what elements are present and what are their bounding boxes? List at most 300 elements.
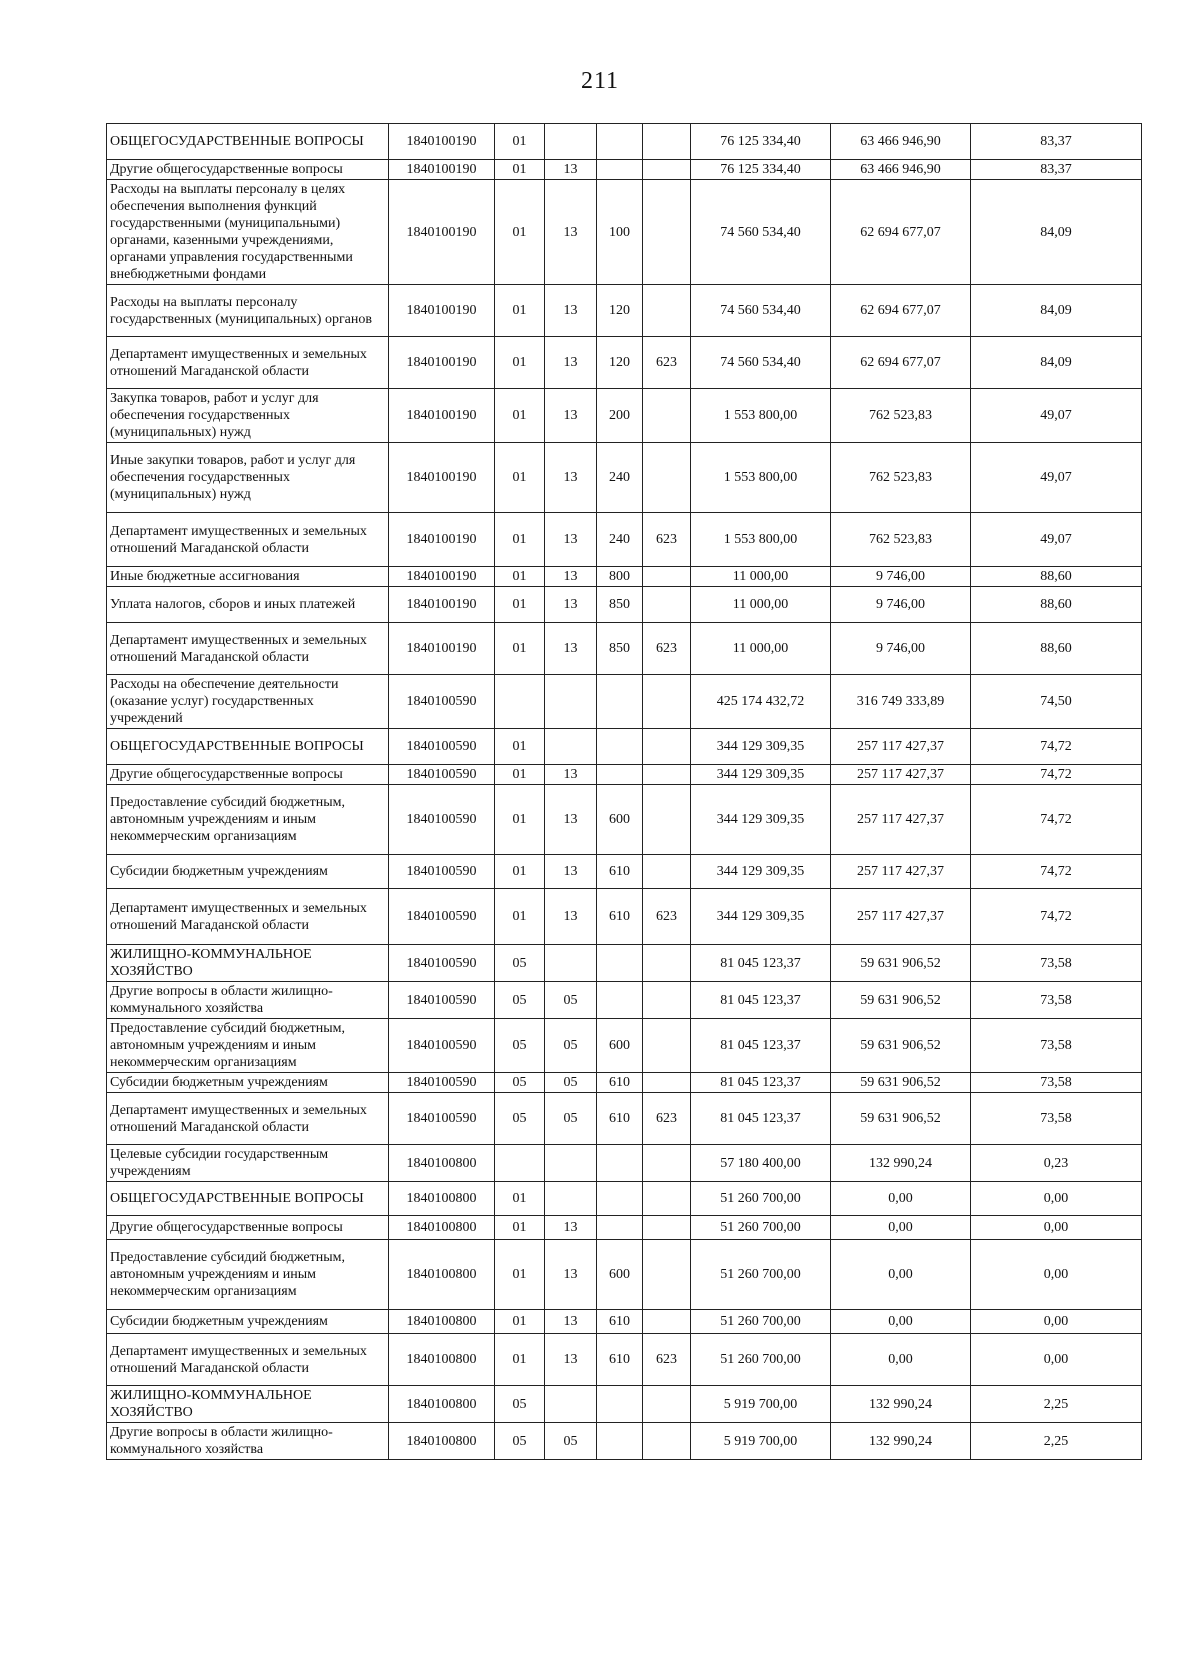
row-name: ЖИЛИЩНО-КОММУНАЛЬНОЕ ХОЗЯЙСТВО [107,1386,389,1423]
execution-percent: 74,72 [971,765,1142,785]
table-row [107,160,1142,180]
execution-percent: 0,00 [971,1240,1142,1310]
execution-percent: 73,58 [971,1073,1142,1093]
section-code: 01 [495,160,545,180]
plan-amount: 51 260 700,00 [691,1216,831,1240]
target-code: 1840100590 [389,945,495,982]
ministry-code [643,1182,691,1216]
row-name: ЖИЛИЩНО-КОММУНАЛЬНОЕ ХОЗЯЙСТВО [107,945,389,982]
execution-percent: 84,09 [971,337,1142,389]
execution-percent: 88,60 [971,587,1142,623]
expense-type-code [597,1182,643,1216]
plan-amount: 425 174 432,72 [691,675,831,729]
subsection-code: 05 [545,1019,597,1073]
plan-amount: 74 560 534,40 [691,180,831,285]
table-row [107,513,1142,567]
plan-amount: 81 045 123,37 [691,945,831,982]
subsection-code [545,1386,597,1423]
target-code: 1840100590 [389,855,495,889]
ministry-code [643,1240,691,1310]
row-name: Иные закупки товаров, работ и услуг для обеспечения государственных (муниципальных) нужд [107,443,389,513]
expense-type-code [597,124,643,160]
execution-percent: 88,60 [971,567,1142,587]
actual-amount: 62 694 677,07 [831,180,971,285]
plan-amount: 1 553 800,00 [691,513,831,567]
row-name: Субсидии бюджетным учреждениям [107,1310,389,1334]
execution-percent: 74,72 [971,889,1142,945]
actual-amount: 762 523,83 [831,443,971,513]
ministry-code: 623 [643,1093,691,1145]
target-code: 1840100800 [389,1423,495,1460]
actual-amount: 762 523,83 [831,513,971,567]
target-code: 1840100590 [389,1093,495,1145]
actual-amount: 63 466 946,90 [831,160,971,180]
subsection-code [545,675,597,729]
plan-amount: 81 045 123,37 [691,1019,831,1073]
section-code: 01 [495,765,545,785]
section-code: 01 [495,443,545,513]
row-name: Другие общегосударственные вопросы [107,1216,389,1240]
section-code: 01 [495,1310,545,1334]
expense-type-code: 600 [597,1240,643,1310]
section-code: 01 [495,785,545,855]
row-name: Иные бюджетные ассигнования [107,567,389,587]
row-name: Другие вопросы в области жилищно-коммунального хозяйства [107,1423,389,1460]
ministry-code [643,1216,691,1240]
subsection-code: 05 [545,982,597,1019]
subsection-code: 13 [545,337,597,389]
ministry-code [643,765,691,785]
subsection-code: 13 [545,285,597,337]
section-code: 05 [495,1093,545,1145]
table-row [107,1386,1142,1423]
ministry-code [643,945,691,982]
row-name: ОБЩЕГОСУДАРСТВЕННЫЕ ВОПРОСЫ [107,1182,389,1216]
expense-type-code [597,1216,643,1240]
actual-amount: 63 466 946,90 [831,124,971,160]
target-code: 1840100190 [389,513,495,567]
row-name: ОБЩЕГОСУДАРСТВЕННЫЕ ВОПРОСЫ [107,124,389,160]
execution-percent: 88,60 [971,623,1142,675]
subsection-code: 13 [545,889,597,945]
actual-amount: 62 694 677,07 [831,285,971,337]
execution-percent: 73,58 [971,945,1142,982]
ministry-code [643,1423,691,1460]
expense-type-code [597,729,643,765]
execution-percent: 73,58 [971,1093,1142,1145]
execution-percent: 0,00 [971,1216,1142,1240]
execution-percent: 74,50 [971,675,1142,729]
target-code: 1840100190 [389,443,495,513]
ministry-code [643,587,691,623]
table-row [107,389,1142,443]
row-name: ОБЩЕГОСУДАРСТВЕННЫЕ ВОПРОСЫ [107,729,389,765]
execution-percent: 0,00 [971,1310,1142,1334]
actual-amount: 132 990,24 [831,1145,971,1182]
row-name: Другие общегосударственные вопросы [107,765,389,785]
expense-type-code: 600 [597,785,643,855]
expense-type-code: 100 [597,180,643,285]
target-code: 1840100590 [389,1073,495,1093]
table-row [107,124,1142,160]
row-name: Закупка товаров, работ и услуг для обеспечения государственных (муниципальных) нужд [107,389,389,443]
ministry-code [643,785,691,855]
section-code: 01 [495,623,545,675]
plan-amount: 51 260 700,00 [691,1334,831,1386]
actual-amount: 762 523,83 [831,389,971,443]
actual-amount: 257 117 427,37 [831,889,971,945]
execution-percent: 49,07 [971,513,1142,567]
execution-percent: 73,58 [971,982,1142,1019]
subsection-code: 13 [545,513,597,567]
target-code: 1840100190 [389,567,495,587]
subsection-code: 13 [545,1310,597,1334]
section-code: 01 [495,389,545,443]
expense-type-code: 120 [597,285,643,337]
ministry-code [643,124,691,160]
subsection-code: 13 [545,389,597,443]
target-code: 1840100190 [389,337,495,389]
actual-amount: 0,00 [831,1216,971,1240]
subsection-code: 13 [545,567,597,587]
table-row [107,1216,1142,1240]
table-row [107,1240,1142,1310]
section-code: 05 [495,945,545,982]
target-code: 1840100590 [389,982,495,1019]
ministry-code: 623 [643,889,691,945]
ministry-code: 623 [643,623,691,675]
plan-amount: 76 125 334,40 [691,124,831,160]
subsection-code: 13 [545,765,597,785]
ministry-code [643,1019,691,1073]
execution-percent: 0,23 [971,1145,1142,1182]
ministry-code [643,855,691,889]
budget-table [106,123,1142,1460]
execution-percent: 0,00 [971,1334,1142,1386]
table-row [107,729,1142,765]
ministry-code: 623 [643,1334,691,1386]
target-code: 1840100800 [389,1216,495,1240]
expense-type-code [597,945,643,982]
row-name: Предоставление субсидий бюджетным, автономным учреждениям и иным некоммерческим организациям [107,785,389,855]
actual-amount: 9 746,00 [831,623,971,675]
plan-amount: 76 125 334,40 [691,160,831,180]
execution-percent: 74,72 [971,729,1142,765]
expense-type-code: 850 [597,587,643,623]
expense-type-code [597,160,643,180]
actual-amount: 0,00 [831,1334,971,1386]
section-code: 01 [495,1334,545,1386]
target-code: 1840100190 [389,587,495,623]
plan-amount: 344 129 309,35 [691,729,831,765]
execution-percent: 84,09 [971,180,1142,285]
table-row [107,623,1142,675]
target-code: 1840100590 [389,675,495,729]
ministry-code [643,729,691,765]
ministry-code [643,1386,691,1423]
subsection-code: 13 [545,855,597,889]
target-code: 1840100190 [389,180,495,285]
execution-percent: 2,25 [971,1386,1142,1423]
expense-type-code: 610 [597,1334,643,1386]
subsection-code: 13 [545,1240,597,1310]
target-code: 1840100800 [389,1310,495,1334]
row-name: Другие вопросы в области жилищно-коммунального хозяйства [107,982,389,1019]
target-code: 1840100190 [389,389,495,443]
target-code: 1840100190 [389,160,495,180]
expense-type-code: 610 [597,1073,643,1093]
plan-amount: 5 919 700,00 [691,1423,831,1460]
plan-amount: 81 045 123,37 [691,982,831,1019]
row-name: Предоставление субсидий бюджетным, автономным учреждениям и иным некоммерческим организациям [107,1019,389,1073]
ministry-code: 623 [643,337,691,389]
expense-type-code [597,1423,643,1460]
plan-amount: 344 129 309,35 [691,785,831,855]
ministry-code: 623 [643,513,691,567]
table-row [107,285,1142,337]
target-code: 1840100590 [389,889,495,945]
ministry-code [643,443,691,513]
target-code: 1840100800 [389,1240,495,1310]
plan-amount: 11 000,00 [691,587,831,623]
actual-amount: 9 746,00 [831,567,971,587]
table-row [107,1019,1142,1073]
plan-amount: 11 000,00 [691,623,831,675]
subsection-code [545,1182,597,1216]
row-name: Целевые субсидии государственным учреждениям [107,1145,389,1182]
plan-amount: 74 560 534,40 [691,337,831,389]
expense-type-code: 240 [597,513,643,567]
row-name: Расходы на обеспечение деятельности (оказание услуг) государственных учреждений [107,675,389,729]
actual-amount: 132 990,24 [831,1423,971,1460]
execution-percent: 0,00 [971,1182,1142,1216]
ministry-code [643,982,691,1019]
actual-amount: 0,00 [831,1310,971,1334]
ministry-code [643,1073,691,1093]
section-code [495,1145,545,1182]
section-code: 01 [495,124,545,160]
subsection-code: 13 [545,180,597,285]
expense-type-code: 610 [597,889,643,945]
row-name: Департамент имущественных и земельных отношений Магаданской области [107,623,389,675]
section-code: 01 [495,1182,545,1216]
subsection-code [545,945,597,982]
table-row [107,1182,1142,1216]
ministry-code [643,285,691,337]
subsection-code: 13 [545,1216,597,1240]
plan-amount: 51 260 700,00 [691,1240,831,1310]
target-code: 1840100190 [389,124,495,160]
row-name: Субсидии бюджетным учреждениям [107,1073,389,1093]
row-name: Предоставление субсидий бюджетным, автономным учреждениям и иным некоммерческим организациям [107,1240,389,1310]
section-code: 05 [495,1386,545,1423]
target-code: 1840100590 [389,765,495,785]
actual-amount: 59 631 906,52 [831,982,971,1019]
row-name: Департамент имущественных и земельных отношений Магаданской области [107,337,389,389]
table-row [107,1334,1142,1386]
plan-amount: 5 919 700,00 [691,1386,831,1423]
ministry-code [643,567,691,587]
actual-amount: 257 117 427,37 [831,855,971,889]
target-code: 1840100800 [389,1334,495,1386]
target-code: 1840100190 [389,285,495,337]
expense-type-code [597,1386,643,1423]
row-name: Расходы на выплаты персоналу государственных (муниципальных) органов [107,285,389,337]
actual-amount: 59 631 906,52 [831,1073,971,1093]
row-name: Субсидии бюджетным учреждениям [107,855,389,889]
section-code [495,675,545,729]
expense-type-code: 610 [597,1093,643,1145]
plan-amount: 51 260 700,00 [691,1182,831,1216]
section-code: 01 [495,513,545,567]
plan-amount: 1 553 800,00 [691,443,831,513]
row-name: Уплата налогов, сборов и иных платежей [107,587,389,623]
expense-type-code: 240 [597,443,643,513]
subsection-code: 13 [545,587,597,623]
subsection-code: 13 [545,785,597,855]
expense-type-code [597,982,643,1019]
actual-amount: 132 990,24 [831,1386,971,1423]
subsection-code: 13 [545,623,597,675]
plan-amount: 81 045 123,37 [691,1073,831,1093]
actual-amount: 59 631 906,52 [831,1093,971,1145]
expense-type-code: 600 [597,1019,643,1073]
table-row [107,567,1142,587]
subsection-code: 05 [545,1423,597,1460]
expense-type-code: 120 [597,337,643,389]
plan-amount: 1 553 800,00 [691,389,831,443]
ministry-code [643,389,691,443]
table-row [107,180,1142,285]
plan-amount: 51 260 700,00 [691,1310,831,1334]
actual-amount: 0,00 [831,1240,971,1310]
expense-type-code: 800 [597,567,643,587]
section-code: 05 [495,1073,545,1093]
execution-percent: 84,09 [971,285,1142,337]
section-code: 01 [495,729,545,765]
row-name: Департамент имущественных и земельных отношений Магаданской области [107,1334,389,1386]
expense-type-code [597,1145,643,1182]
table-row [107,443,1142,513]
plan-amount: 74 560 534,40 [691,285,831,337]
section-code: 01 [495,1216,545,1240]
execution-percent: 49,07 [971,389,1142,443]
table-row [107,982,1142,1019]
subsection-code [545,1145,597,1182]
section-code: 05 [495,1019,545,1073]
plan-amount: 344 129 309,35 [691,855,831,889]
table-row [107,785,1142,855]
section-code: 01 [495,180,545,285]
actual-amount: 0,00 [831,1182,971,1216]
expense-type-code: 200 [597,389,643,443]
ministry-code [643,675,691,729]
row-name: Департамент имущественных и земельных отношений Магаданской области [107,889,389,945]
plan-amount: 344 129 309,35 [691,889,831,945]
target-code: 1840100190 [389,623,495,675]
row-name: Департамент имущественных и земельных отношений Магаданской области [107,513,389,567]
actual-amount: 9 746,00 [831,587,971,623]
table-row [107,587,1142,623]
row-name: Департамент имущественных и земельных отношений Магаданской области [107,1093,389,1145]
ministry-code [643,160,691,180]
section-code: 01 [495,1240,545,1310]
table-body [107,124,1142,1460]
execution-percent: 83,37 [971,160,1142,180]
subsection-code: 13 [545,443,597,513]
ministry-code [643,1145,691,1182]
expense-type-code: 850 [597,623,643,675]
table-row [107,1073,1142,1093]
execution-percent: 73,58 [971,1019,1142,1073]
section-code: 01 [495,337,545,389]
execution-percent: 74,72 [971,785,1142,855]
subsection-code: 13 [545,160,597,180]
table-row [107,675,1142,729]
target-code: 1840100800 [389,1145,495,1182]
actual-amount: 257 117 427,37 [831,765,971,785]
row-name: Другие общегосударственные вопросы [107,160,389,180]
expense-type-code [597,765,643,785]
plan-amount: 57 180 400,00 [691,1145,831,1182]
target-code: 1840100590 [389,785,495,855]
actual-amount: 59 631 906,52 [831,1019,971,1073]
table-row [107,1310,1142,1334]
plan-amount: 344 129 309,35 [691,765,831,785]
execution-percent: 2,25 [971,1423,1142,1460]
section-code: 05 [495,982,545,1019]
table-row [107,765,1142,785]
table-row [107,855,1142,889]
plan-amount: 11 000,00 [691,567,831,587]
ministry-code [643,1310,691,1334]
section-code: 05 [495,1423,545,1460]
subsection-code: 05 [545,1093,597,1145]
table-row [107,337,1142,389]
section-code: 01 [495,587,545,623]
subsection-code: 05 [545,1073,597,1093]
actual-amount: 257 117 427,37 [831,785,971,855]
table-row [107,889,1142,945]
section-code: 01 [495,889,545,945]
table-row [107,1093,1142,1145]
expense-type-code: 610 [597,855,643,889]
plan-amount: 81 045 123,37 [691,1093,831,1145]
section-code: 01 [495,567,545,587]
execution-percent: 49,07 [971,443,1142,513]
table-row [107,1423,1142,1460]
subsection-code [545,729,597,765]
execution-percent: 83,37 [971,124,1142,160]
ministry-code [643,180,691,285]
subsection-code: 13 [545,1334,597,1386]
target-code: 1840100800 [389,1386,495,1423]
expense-type-code: 610 [597,1310,643,1334]
page-number: 211 [580,68,620,94]
expense-type-code [597,675,643,729]
execution-percent: 74,72 [971,855,1142,889]
row-name: Расходы на выплаты персоналу в целях обеспечения выполнения функций государственными (муниципальными) органами, казенными учреждениями, органами управления государственными внебюджетными фондами [107,180,389,285]
target-code: 1840100590 [389,1019,495,1073]
actual-amount: 257 117 427,37 [831,729,971,765]
target-code: 1840100590 [389,729,495,765]
actual-amount: 316 749 333,89 [831,675,971,729]
table-row [107,1145,1142,1182]
actual-amount: 59 631 906,52 [831,945,971,982]
subsection-code [545,124,597,160]
table-row [107,945,1142,982]
section-code: 01 [495,285,545,337]
